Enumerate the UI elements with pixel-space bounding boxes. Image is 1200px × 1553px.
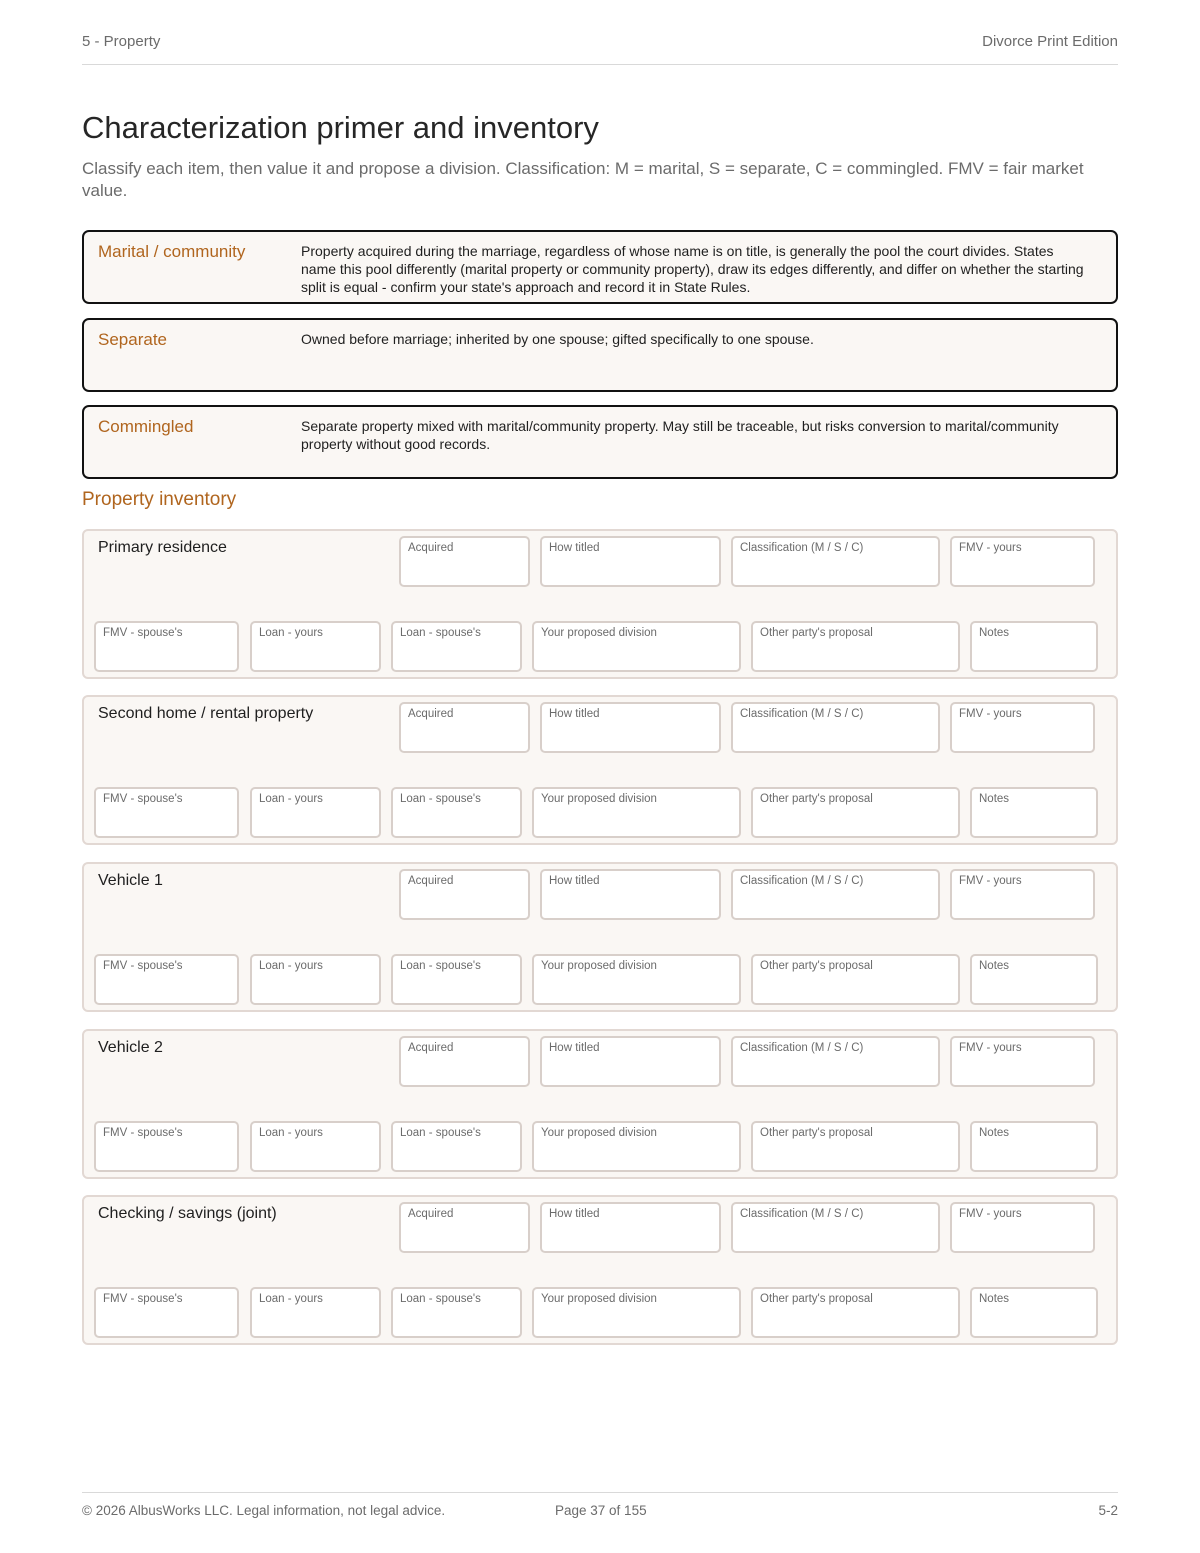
other-proposal-field[interactable] xyxy=(751,621,960,672)
your-division-field[interactable] xyxy=(532,1121,741,1172)
field-label: How titled xyxy=(549,875,600,887)
field-label: FMV - spouse's xyxy=(103,1293,183,1305)
loan-yours-field[interactable] xyxy=(250,1287,381,1338)
field-label: Acquired xyxy=(408,542,454,554)
field-label: Notes xyxy=(979,793,1010,805)
field-label: Loan - yours xyxy=(259,1293,323,1305)
definition-term: Commingled xyxy=(98,417,194,436)
definition-marital xyxy=(82,230,1118,304)
definition-separate xyxy=(82,318,1118,392)
fmv-yours-field[interactable] xyxy=(950,1202,1095,1253)
field-label: Classification (M / S / C) xyxy=(740,708,864,720)
field-label: How titled xyxy=(549,708,600,720)
field-label: Loan - yours xyxy=(259,960,323,972)
fmv-spouse-field[interactable] xyxy=(94,787,239,838)
inventory-item-card xyxy=(82,1029,1118,1179)
field-label: Acquired xyxy=(408,875,454,887)
footer-copyright: © 2026 AlbusWorks LLC. Legal information, not legal advice. xyxy=(82,1503,446,1518)
classification-field[interactable] xyxy=(731,1202,940,1253)
field-label: Other party's proposal xyxy=(760,1293,873,1305)
field-label: Loan - yours xyxy=(259,793,323,805)
notes-field[interactable] xyxy=(970,1121,1098,1172)
inventory-item-name: Second home / rental property xyxy=(98,705,314,722)
page-header xyxy=(82,33,1118,65)
other-proposal-field[interactable] xyxy=(751,1287,960,1338)
field-label: Other party's proposal xyxy=(760,960,873,972)
classification-field[interactable] xyxy=(731,536,940,587)
classification-field[interactable] xyxy=(731,702,940,753)
loan-yours-field[interactable] xyxy=(250,787,381,838)
field-label: Loan - yours xyxy=(259,627,323,639)
field-label: Loan - spouse's xyxy=(400,793,481,805)
field-label: Classification (M / S / C) xyxy=(740,1208,864,1220)
acquired-field[interactable] xyxy=(399,702,530,753)
footer-page-number: Page 37 of 155 xyxy=(555,1503,647,1518)
inventory-item-card xyxy=(82,529,1118,679)
field-label: FMV - spouse's xyxy=(103,627,183,639)
field-label: How titled xyxy=(549,1208,600,1220)
fmv-spouse-field[interactable] xyxy=(94,1121,239,1172)
acquired-field[interactable] xyxy=(399,1202,530,1253)
intro-text: Classify each item, then value it and propose a division. Classification: M = marital, S = separate, C = commingled. FMV = fair market value. xyxy=(82,159,1084,200)
field-label: FMV - yours xyxy=(959,542,1022,554)
footer-page-code: 5-2 xyxy=(1098,1503,1118,1518)
definition-text: Separate property mixed with marital/community property. May still be traceable, but risks conversion to marital/community property without good records. xyxy=(301,418,1059,452)
inventory-item-name: Primary residence xyxy=(98,539,227,556)
definition-term: Separate xyxy=(98,330,167,349)
field-label: Notes xyxy=(979,960,1010,972)
inventory-item-card xyxy=(82,1195,1118,1345)
notes-field[interactable] xyxy=(970,1287,1098,1338)
acquired-field[interactable] xyxy=(399,536,530,587)
how-titled-field[interactable] xyxy=(540,1036,721,1087)
field-label: FMV - yours xyxy=(959,1208,1022,1220)
field-label: Loan - spouse's xyxy=(400,1127,481,1139)
field-label: Loan - spouse's xyxy=(400,627,481,639)
inventory-item-name: Checking / savings (joint) xyxy=(98,1205,277,1222)
field-label: Loan - spouse's xyxy=(400,1293,481,1305)
how-titled-field[interactable] xyxy=(540,869,721,920)
fmv-yours-field[interactable] xyxy=(950,702,1095,753)
field-label: Your proposed division xyxy=(541,960,657,972)
notes-field[interactable] xyxy=(970,787,1098,838)
definition-text: Owned before marriage; inherited by one spouse; gifted specifically to one spouse. xyxy=(301,331,814,347)
definition-commingled xyxy=(82,405,1118,479)
field-label: Loan - spouse's xyxy=(400,960,481,972)
field-label: Acquired xyxy=(408,1042,454,1054)
classification-field[interactable] xyxy=(731,1036,940,1087)
loan-spouse-field[interactable] xyxy=(391,1121,522,1172)
your-division-field[interactable] xyxy=(532,1287,741,1338)
loan-spouse-field[interactable] xyxy=(391,621,522,672)
field-label: FMV - yours xyxy=(959,708,1022,720)
notes-field[interactable] xyxy=(970,954,1098,1005)
header-section: 5 - Property xyxy=(82,33,161,50)
fmv-yours-field[interactable] xyxy=(950,536,1095,587)
inventory-item-name: Vehicle 2 xyxy=(98,1039,163,1056)
loan-yours-field[interactable] xyxy=(250,621,381,672)
fmv-yours-field[interactable] xyxy=(950,1036,1095,1087)
fmv-spouse-field[interactable] xyxy=(94,621,239,672)
classification-field[interactable] xyxy=(731,869,940,920)
acquired-field[interactable] xyxy=(399,869,530,920)
field-label: Your proposed division xyxy=(541,1127,657,1139)
field-label: FMV - yours xyxy=(959,1042,1022,1054)
page-footer xyxy=(82,1492,1118,1532)
definition-term: Marital / community xyxy=(98,242,246,261)
fmv-spouse-field[interactable] xyxy=(94,954,239,1005)
page-title: Characterization primer and inventory xyxy=(82,110,599,145)
field-label: Your proposed division xyxy=(541,1293,657,1305)
acquired-field[interactable] xyxy=(399,1036,530,1087)
field-label: Notes xyxy=(979,1127,1010,1139)
field-label: Acquired xyxy=(408,708,454,720)
fmv-spouse-field[interactable] xyxy=(94,1287,239,1338)
field-label: FMV - yours xyxy=(959,875,1022,887)
notes-field[interactable] xyxy=(970,621,1098,672)
field-label: Your proposed division xyxy=(541,627,657,639)
field-label: Acquired xyxy=(408,1208,454,1220)
field-label: FMV - spouse's xyxy=(103,793,183,805)
field-label: Notes xyxy=(979,1293,1010,1305)
field-label: Other party's proposal xyxy=(760,627,873,639)
field-label: Notes xyxy=(979,627,1010,639)
other-proposal-field[interactable] xyxy=(751,1121,960,1172)
inventory-item-card xyxy=(82,695,1118,845)
field-label: FMV - spouse's xyxy=(103,960,183,972)
field-label: Your proposed division xyxy=(541,793,657,805)
field-label: How titled xyxy=(549,542,600,554)
field-label: Other party's proposal xyxy=(760,793,873,805)
how-titled-field[interactable] xyxy=(540,1202,721,1253)
field-label: Loan - yours xyxy=(259,1127,323,1139)
definition-text: Property acquired during the marriage, regardless of whose name is on title, is generally the pool the court divides. States name this pool differently (marital property or community property), draw its edges differently, and differ on whether the starting split is equal - confirm your state's approach and record it in State Rules. xyxy=(301,243,1084,295)
field-label: How titled xyxy=(549,1042,600,1054)
your-division-field[interactable] xyxy=(532,954,741,1005)
how-titled-field[interactable] xyxy=(540,536,721,587)
inventory-item-card xyxy=(82,862,1118,1012)
loan-yours-field[interactable] xyxy=(250,954,381,1005)
field-label: Other party's proposal xyxy=(760,1127,873,1139)
your-division-field[interactable] xyxy=(532,621,741,672)
inventory-title: Property inventory xyxy=(82,489,237,510)
how-titled-field[interactable] xyxy=(540,702,721,753)
other-proposal-field[interactable] xyxy=(751,954,960,1005)
your-division-field[interactable] xyxy=(532,787,741,838)
field-label: Classification (M / S / C) xyxy=(740,875,864,887)
other-proposal-field[interactable] xyxy=(751,787,960,838)
header-edition: Divorce Print Edition xyxy=(982,33,1118,50)
field-label: FMV - spouse's xyxy=(103,1127,183,1139)
loan-spouse-field[interactable] xyxy=(391,954,522,1005)
field-label: Classification (M / S / C) xyxy=(740,542,864,554)
inventory-item-name: Vehicle 1 xyxy=(98,872,163,889)
loan-spouse-field[interactable] xyxy=(391,1287,522,1338)
loan-spouse-field[interactable] xyxy=(391,787,522,838)
field-label: Classification (M / S / C) xyxy=(740,1042,864,1054)
loan-yours-field[interactable] xyxy=(250,1121,381,1172)
fmv-yours-field[interactable] xyxy=(950,869,1095,920)
